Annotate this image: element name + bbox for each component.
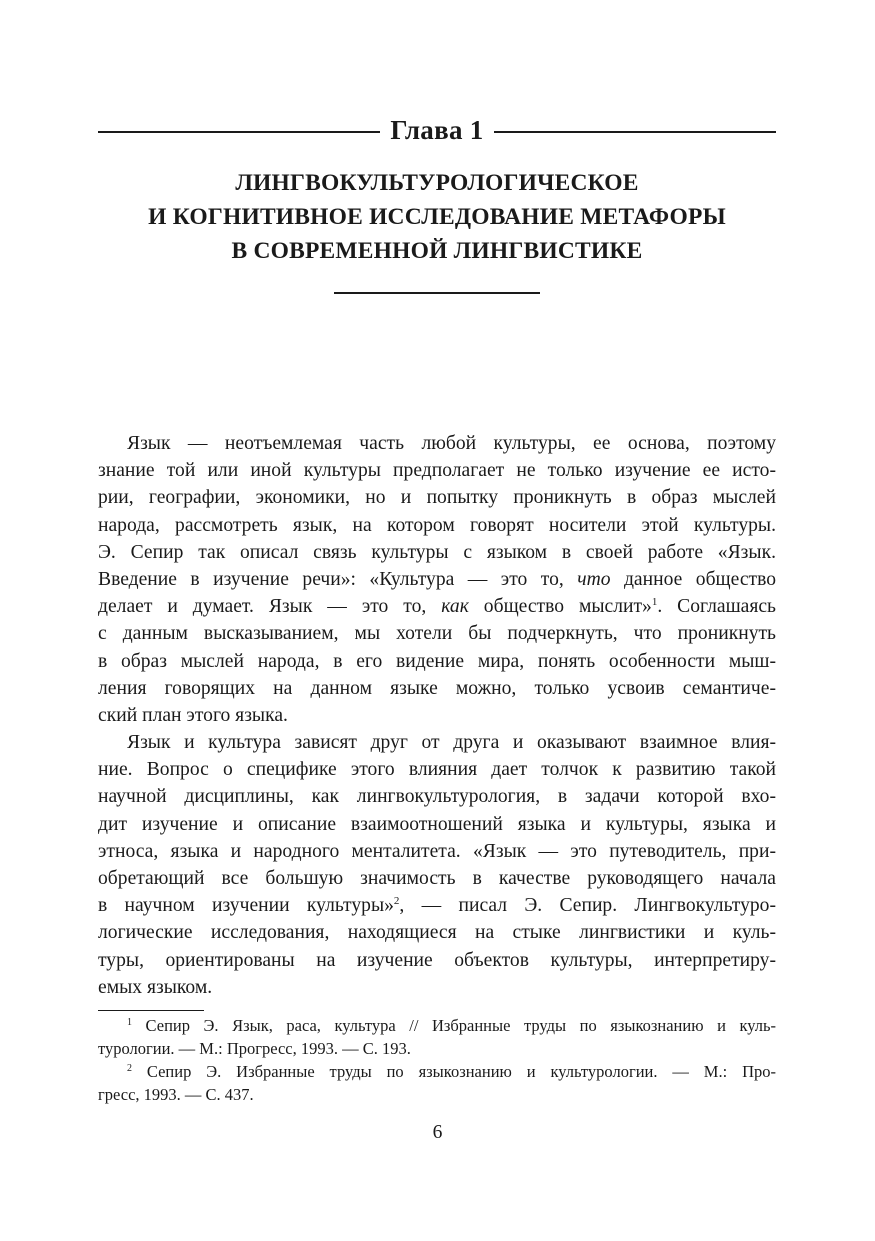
text-line: обретающий все большую значимость в качестве руководящего начала: [98, 868, 776, 889]
text-line: рии, географии, экономики, но и попытку проникнуть в образ мыслей: [98, 487, 776, 509]
footnote-mark: 1: [127, 1017, 132, 1028]
text-line: знание той или иной культуры предполагает не только изучение ее исто-: [98, 460, 776, 482]
chapter-label: Глава 1: [390, 114, 484, 145]
body-text: [98, 430, 776, 1001]
text-line: ние. Вопрос о специфике этого влияния дает толчок к развитию такой: [98, 759, 776, 781]
text-line: Язык и культура зависят друг от друга и оказывают взаимное влия-: [127, 732, 776, 754]
text-line: дит изучение и описание взаимоотношений языка и культуры, языка и: [98, 813, 776, 835]
page-number: 6: [432, 1122, 443, 1143]
title-divider: [334, 292, 540, 294]
title-line: И КОГНИТИВНОЕ ИССЛЕДОВАНИЕ МЕТАФОРЫ: [148, 204, 726, 230]
text-line: Язык — неотъемлемая часть любой культуры, ее основа, поэтому: [127, 433, 776, 454]
chapter-rule-right: [494, 131, 776, 133]
chapter-heading: [98, 112, 776, 148]
footnote-line: гресс, 1993. — С. 437.: [98, 1085, 254, 1104]
text-line: туры, ориентированы на изучение объектов культуры, интерпретиру-: [98, 949, 776, 971]
text-line: ления говорящих на данном языке можно, только усвоив семантиче-: [98, 677, 776, 699]
text-line: ский план этого языка.: [98, 704, 288, 726]
title-line: В СОВРЕМЕННОЙ ЛИНГВИСТИКЕ: [231, 238, 643, 264]
text-line: этноса, языка и народного менталитета. «Язык — это путеводитель, при-: [98, 840, 776, 862]
footnote-ref: 2: [393, 895, 400, 908]
text-line: емых языком.: [98, 976, 213, 998]
text-line: народа, рассмотреть язык, на котором говорят носители этой культуры.: [98, 514, 776, 536]
text-line: Э. Сепир так описал связь культуры с языком в своей работе «Язык.: [98, 541, 776, 563]
text-line: научной дисциплины, как лингвокультурология, в задачи которой вхо-: [98, 786, 776, 808]
footnote-ref: 1: [651, 596, 658, 609]
chapter-title: [98, 166, 776, 268]
footnotes: [98, 1014, 776, 1106]
chapter-rule-left: [98, 131, 380, 133]
title-line: ЛИНГВОКУЛЬТУРОЛОГИЧЕСКОЕ: [235, 170, 639, 196]
text-line: в научном изучении культуры»$^2$, — писал Э. Сепир. Лингвокультуро-: [98, 895, 776, 917]
footnote-line: $^2$ Сепир Э. Избранные труды по языкознанию и культурологии. — М.: Про-: [127, 1062, 777, 1081]
footnote-line: $^1$ Сепир Э. Язык, раса, культура // Избранные труды по языкознанию и куль-: [127, 1016, 776, 1035]
text-line: логические исследования, находящиеся на стыке лингвистики и куль-: [98, 922, 776, 944]
text-line: Введение в изучение речи»: «Культура — это то, что данное общество: [98, 568, 776, 590]
italic-word: что: [577, 568, 611, 590]
footnote-line: турологии. — М.: Прогресс, 1993. — С. 193.: [98, 1039, 411, 1058]
text-line: делает и думает. Язык — это то, как общество мыслит»$^1$. Соглашаясь: [98, 596, 776, 618]
text-line: с данным высказыванием, мы хотели бы подчеркнуть, что проникнуть: [98, 623, 776, 645]
text-line: в образ мыслей народа, в его видение мира, понять особенности мыш-: [98, 650, 776, 672]
footnote-separator: [98, 1010, 204, 1011]
footnote-mark: 2: [127, 1063, 132, 1074]
italic-word: как: [441, 596, 469, 618]
